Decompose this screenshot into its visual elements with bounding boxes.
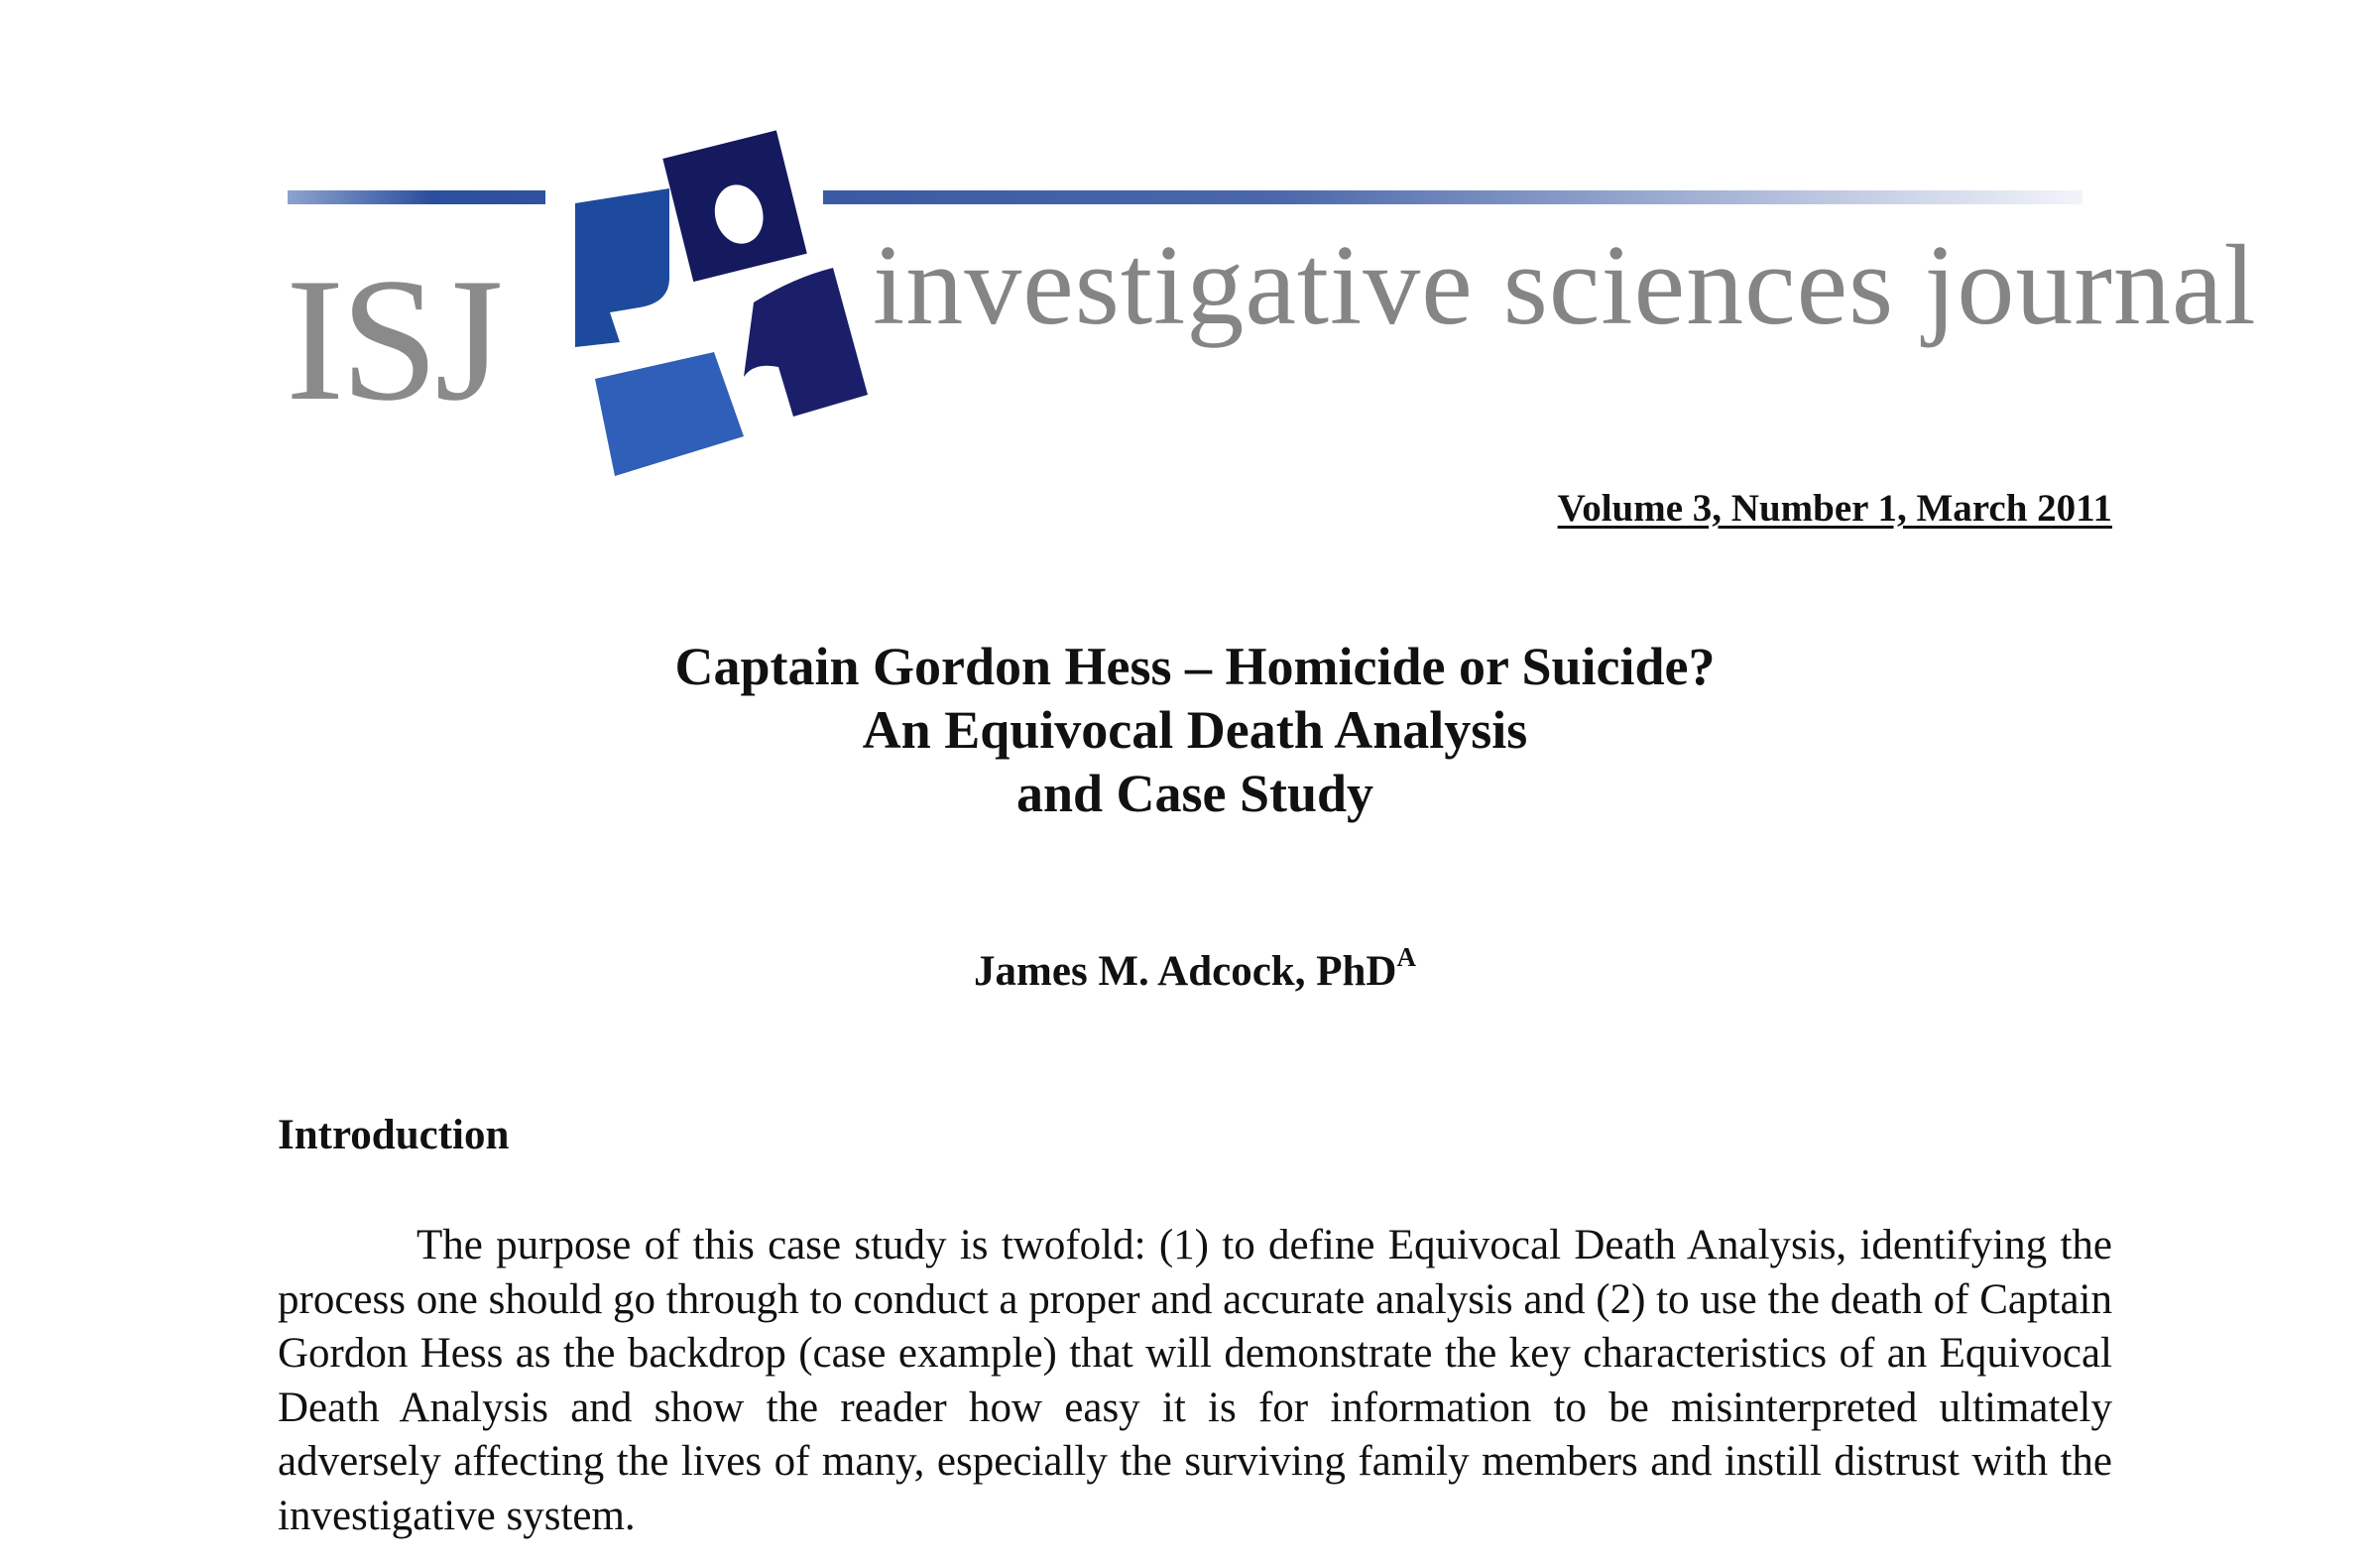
logo-block-right: [744, 268, 868, 417]
logo-block-left: [575, 188, 669, 347]
introduction-paragraph: The purpose of this case study is twofold: (1) to define Equivocal Death Analysis, identifying the process one should go through to conduct a proper and accurate analysis and (2) to use the death of Captain Gordon Hess as the backdrop (case example) that will demonstrate the key characteristics of an Equivocal Death Analysis and show the reader how easy it is for information to be misinterpreted ultimately adversely affecting the lives of many, especially the surviving family members and instill distrust with the investigative system.: [278, 1222, 2112, 1539]
section-heading-introduction: Introduction: [278, 1112, 510, 1158]
article-title: [278, 635, 2112, 825]
author-name: James M. Adcock, PhD: [974, 948, 1397, 995]
isj-logotype: ISJ: [286, 241, 500, 437]
title-line: Captain Gordon Hess – Homicide or Suicide?: [674, 637, 1716, 696]
title-line: and Case Study: [1015, 764, 1374, 823]
author-affiliation-mark: A: [1396, 942, 1416, 972]
author-line: [278, 942, 2112, 996]
journal-masthead: [278, 129, 2257, 496]
journal-name: investigative sciences journal: [873, 222, 2257, 349]
issue-info: Volume 3, Number 1, March 2011: [1557, 487, 2112, 530]
title-line: An Equivocal Death Analysis: [862, 700, 1528, 760]
logo-block-bottom: [595, 352, 744, 476]
logo-block-top: [662, 130, 806, 282]
